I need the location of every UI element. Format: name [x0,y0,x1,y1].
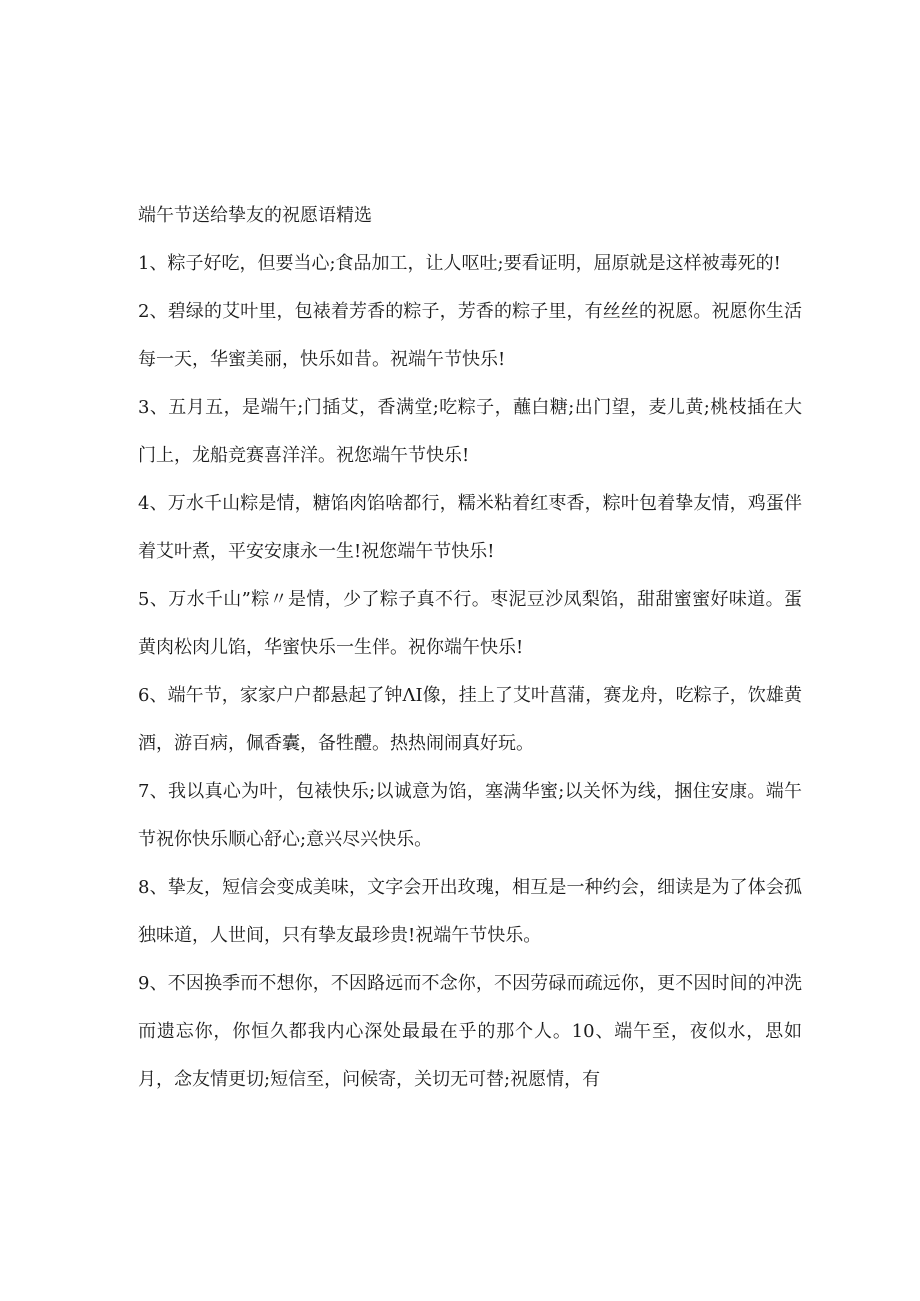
greeting-paragraph-8: 8、挚友，短信会变成美味，文字会开出玫瑰，相互是一种约会，细读是为了体会孤独味道，人世间，只有挚友最珍贵!祝端午节快乐。 [138,877,802,946]
document-title: 端午节送给挚友的祝愿语精选 [138,205,372,226]
greeting-paragraph-2: 2、碧绿的艾叶里，包裱着芳香的粽子，芳香的粽子里，有丝丝的祝愿。祝愿你生活每一天，华蜜美丽，快乐如昔。祝端午节快乐! [138,301,802,370]
greeting-paragraph-1: 1、粽子好吃，但要当心;食品加工，让人呕吐;要看证明，屈原就是这样被毒死的! [138,253,781,274]
greeting-paragraph-6: 6、端午节，家家户户都悬起了钟ΛI像，挂上了艾叶菖蒲，赛龙舟，吃粽子，饮雄黄酒，游百病，佩香囊，备牲醴。热热闹闹真好玩。 [138,685,802,754]
greeting-paragraph-5: 5、万水千山”粽〃是情，少了粽子真不行。枣泥豆沙凤梨馅，甜甜蜜蜜好味道。蛋黄肉松肉儿馅，华蜜快乐一生伴。祝你端午快乐! [138,589,802,658]
greeting-paragraph-7: 7、我以真心为叶，包裱快乐;以诚意为馅，塞满华蜜;以关怀为线，捆住安康。端午节祝你快乐顺心舒心;意兴尽兴快乐。 [138,781,802,850]
greeting-paragraph-3: 3、五月五，是端午;门插艾，香满堂;吃粽子，蘸白糖;出门望，麦儿黄;桃枝插在大门上，龙船竞赛喜洋洋。祝您端午节快乐! [138,397,802,466]
greeting-paragraph-9: 9、不因换季而不想你，不因路远而不念你，不因劳碌而疏远你，更不因时间的冲洗而遗忘你，你恒久都我内心深处最最在乎的那个人。10、端午至，夜似水，思如月，念友情更切;短信至，问候寄，关切无可替;祝愿情，有 [138,973,802,1090]
greeting-paragraph-4: 4、万水千山粽是情，糖馅肉馅啥都行，糯米粘着红枣香，粽叶包着挚友情，鸡蛋伴着艾叶煮，平安安康永一生!祝您端午节快乐! [138,493,802,562]
document-body [138,198,802,1104]
